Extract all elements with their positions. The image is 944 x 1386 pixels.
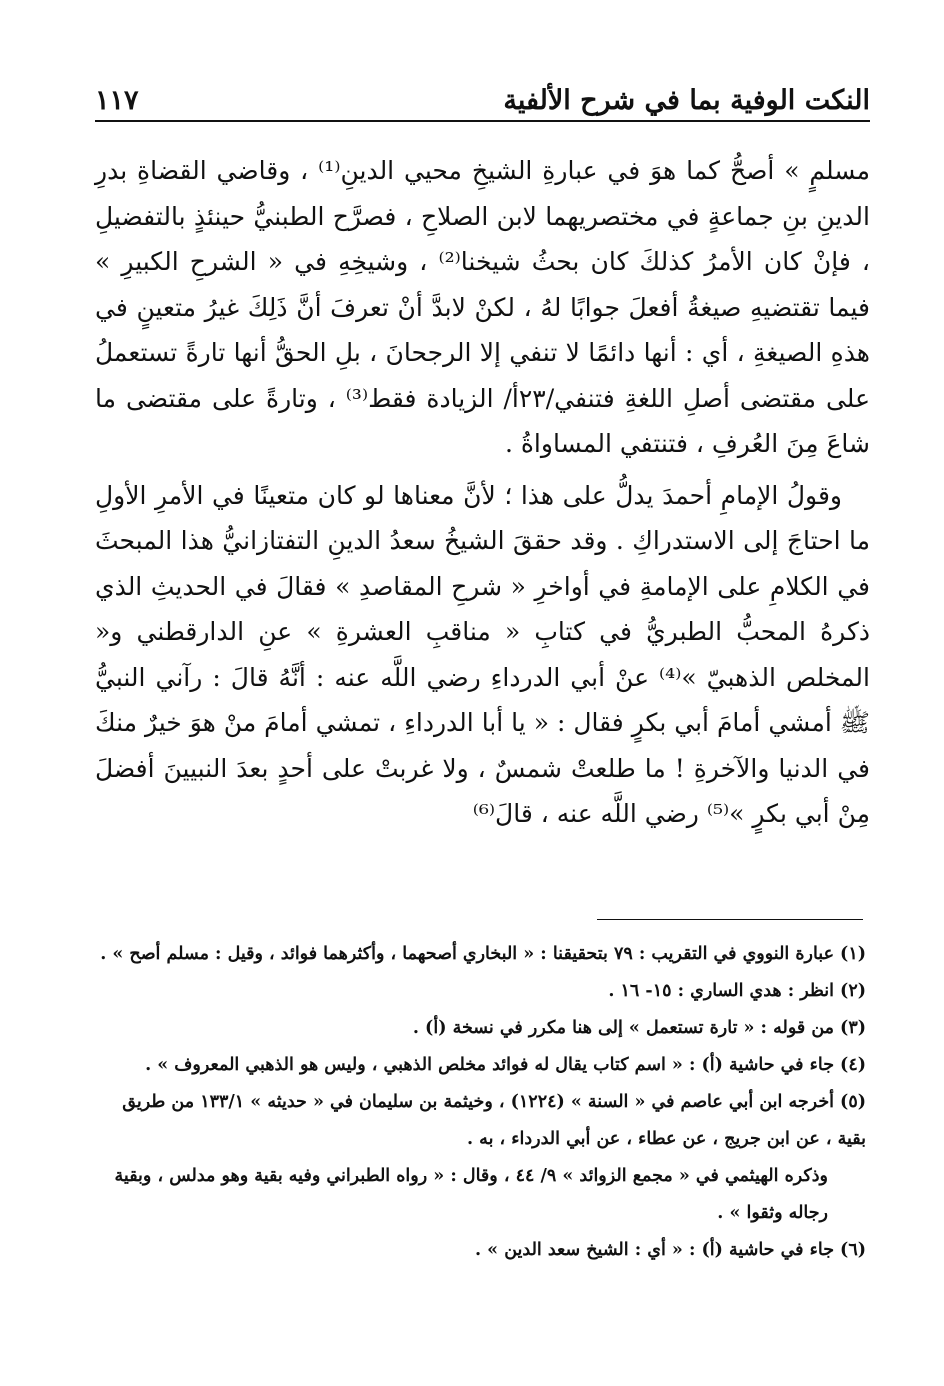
- footnotes: [95, 936, 866, 1269]
- footnote: [95, 936, 866, 973]
- footnote-number: (٦): [840, 1240, 866, 1260]
- footnote-text: جاء في حاشية (أ) : « أي : الشيخ سعد الدين » .: [474, 1240, 835, 1260]
- footnote-text: أخرجه ابن أبي عاصم في « السنة » (١٢٢٤) ، وخيثمة بن سليمان في « حديثه » ١٣٣/١ من طريق بقية ، عن ابن جريج ، عن عطاء ، عن أبي الدرداء ، به .: [122, 1092, 866, 1149]
- page-number: ١١٧: [95, 85, 139, 116]
- footnote: [95, 1047, 866, 1084]
- paragraph: وقولُ الإمامِ أحمدَ يدلُّ على هذا ؛ لأنَّ معناها لو كان متعينًا في الأمرِ الأولِ ما احتاجَ إلى الاستدراكِ . وقد حققَ الشيخُ سعدُ الدينِ التفتازانيُّ هذا المبحثَ في الكلامِ على الإمامةِ في أواخرِ « شرحِ المقاصدِ » فقالَ في الحديثِ الذي ذكرهُ المحبُّ الطبريُّ في كتابِ « مناقبِ العشرةِ » عنِ الدارقطني و« المخلص الذهبيّ »⁽⁴⁾ عنْ أبي الدرداءِ رضي اللَّه عنه : أنَّهُ قالَ : رآني النبيُّ ﷺ أمشي أمامَ أبي بكرٍ فقال : « يا أبا الدرداءِ ، تمشي أمامَ منْ هوَ خيرٌ منكَ في الدنيا والآخرةِ ! ما طلعتْ شمسٌ ، ولا غربتْ على أحدٍ بعدَ النبيينَ أفضلَ مِنْ أبي بكرٍ »⁽⁵⁾ رضي اللَّه عنه ، قالَ⁽⁶⁾: [95, 480, 870, 828]
- paragraph: مسلمٍ » أصحُّ كما هوَ في عبارةِ الشيخِ محيي الدينِ⁽¹⁾ ، وقاضي القضاةِ بدرِ الدينِ بنِ جماعةٍ في مختصريهما لابن الصلاحِ ، فصرَّح الطبنيُّ حينئذٍ بالتفضيلِ ، فإنْ كان الأمرُ كذلكَ كان بحثُ شيخنا⁽²⁾ ، وشيخِهِ في « الشرحِ الكبيرِ » فيما تقتضيهِ صيغةُ أفعلَ جوابًا لهُ ، لكنْ لابدَّ أنْ تعرفَ أنَّ ذَلِكَ غيرُ متعينٍ في هذهِ الصيغةِ ، أي : أنها دائمًا لا تنفي إلا الرجحانَ ، بلِ الحقُّ أنها تارةً تستعملُ على مقتضى أصلِ اللغةِ فتنفي/٢٣أ/ الزيادة فقط⁽³⁾ ، وتارةً على مقتضى ما شاعَ مِنَ العُرفِ ، فتنتفي المساواةُ .: [95, 156, 870, 458]
- footnote-text: عبارة النووي في التقريب : ٧٩ بتحقيقنا : « البخاري أصحهما ، وأكثرهما فوائد ، وقيل : مسلم أصح » .: [100, 944, 835, 964]
- footnote-text: من قوله : « تارة تستعمل » إلى هنا مكرر في نسخة (أ) .: [412, 1018, 835, 1038]
- footnote: [95, 1232, 866, 1269]
- footnote-number: (٥): [840, 1092, 866, 1112]
- header-rule: [95, 120, 870, 122]
- footnote: [95, 1084, 866, 1158]
- footnote-continuation: وذكره الهيثمي في « مجمع الزوائد » ٩/ ٤٤ ، وقال : « رواه الطبراني وفيه بقية وهو مدلس ، وبقية رجاله وثقوا » .: [114, 1166, 828, 1223]
- footnote-text: انظر : هدي الساري : ١٥- ١٦ .: [608, 981, 835, 1001]
- main-text: [95, 148, 870, 837]
- footnote-text: جاء في حاشية (أ) : « اسم كتاب يقال له فوائد مخلص الذهبي ، وليس هو الذهبي المعروف » .: [145, 1055, 835, 1075]
- footnote-number: (١): [840, 944, 866, 964]
- footnote-number: (٣): [840, 1018, 866, 1038]
- footnote: [95, 1010, 866, 1047]
- page-header: [95, 66, 870, 116]
- footnote-number: (٤): [840, 1055, 866, 1075]
- footnote-separator: [597, 919, 863, 920]
- footnote-number: (٢): [840, 981, 866, 1001]
- running-title: النكت الوفية بما في شرح الألفية: [503, 85, 870, 116]
- footnote: [95, 973, 866, 1010]
